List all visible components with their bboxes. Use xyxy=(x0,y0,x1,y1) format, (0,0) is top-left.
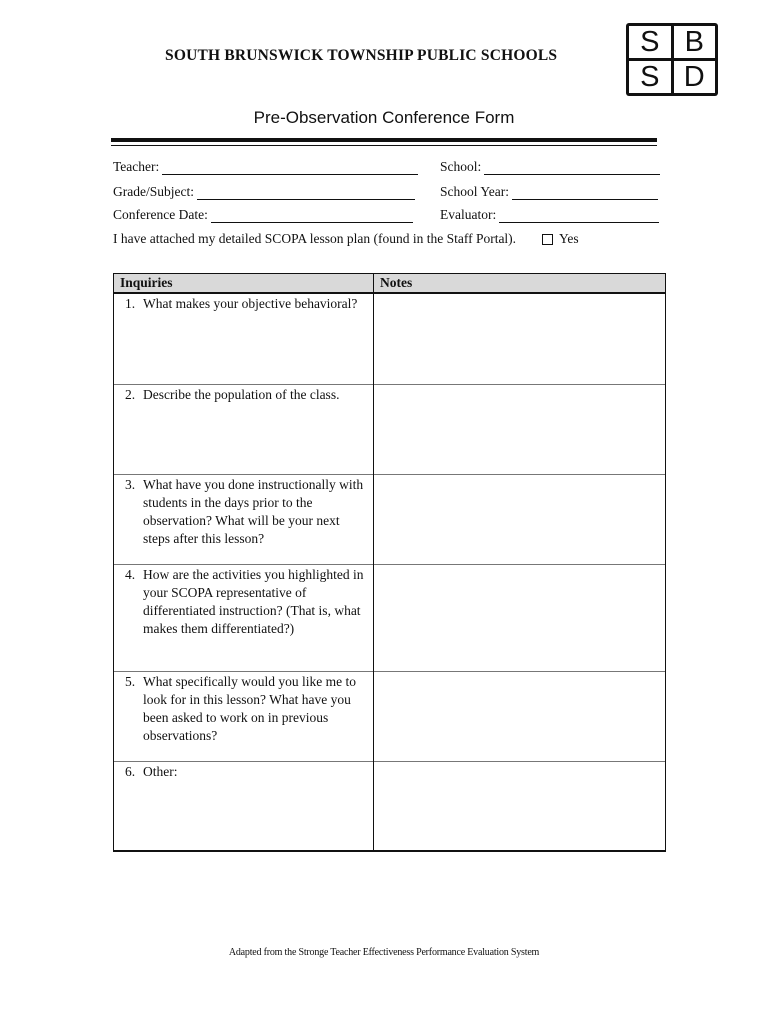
inquiry-cell xyxy=(114,384,374,474)
evaluator-field[interactable] xyxy=(440,207,659,223)
title-divider-thick xyxy=(111,138,657,142)
conference-date-input-line[interactable] xyxy=(211,210,413,223)
sbsd-logo xyxy=(626,23,718,96)
notes-cell[interactable] xyxy=(374,384,666,474)
teacher-input-line[interactable] xyxy=(162,162,418,175)
school-year-label: School Year: xyxy=(440,184,510,199)
inquiries-table xyxy=(113,273,666,852)
inquiry-number: 4. xyxy=(125,566,136,582)
school-label: School: xyxy=(440,159,482,174)
logo-letter: S xyxy=(629,26,671,58)
school-year-input-line[interactable] xyxy=(512,187,658,200)
inquiry-text: How are the activities you highlighted in your SCOPA representative of differentiated instruction? (That is, what makes them differentiated?) xyxy=(143,566,364,636)
inquiry-cell xyxy=(114,671,374,761)
inquiry-text: What makes your objective behavioral? xyxy=(143,296,358,311)
notes-cell[interactable] xyxy=(374,474,666,564)
inquiry-cell xyxy=(114,564,374,671)
logo-letter: D xyxy=(674,61,716,93)
inquiry-text: What specifically would you like me to look for in this lesson? What have you been asked to work on in previous observations? xyxy=(143,673,356,743)
grade-subject-input-line[interactable] xyxy=(197,187,415,200)
inquiries-header: Inquiries xyxy=(114,274,374,294)
inquiry-number: 3. xyxy=(125,476,136,492)
yes-checkbox[interactable] xyxy=(542,234,553,245)
notes-cell[interactable] xyxy=(374,564,666,671)
title-divider-thin xyxy=(111,145,657,146)
evaluator-label: Evaluator: xyxy=(440,207,497,222)
school-year-field[interactable] xyxy=(440,184,658,200)
footer-attribution: Adapted from the Stronge Teacher Effectiveness Performance Evaluation System xyxy=(228,947,540,958)
table-row xyxy=(114,564,666,671)
lesson-plan-statement: I have attached my detailed SCOPA lesson plan (found in the Staff Portal). xyxy=(113,231,517,246)
form-title: Pre-Observation Conference Form xyxy=(253,108,515,127)
inquiry-number: 5. xyxy=(125,673,136,689)
conference-date-field[interactable] xyxy=(113,207,413,223)
table-header-row xyxy=(114,274,666,294)
notes-cell[interactable] xyxy=(374,761,666,851)
school-field[interactable] xyxy=(440,159,660,175)
inquiry-cell xyxy=(114,474,374,564)
logo-letter: S xyxy=(629,61,671,93)
notes-cell[interactable] xyxy=(374,293,666,384)
inquiry-text: What have you done instructionally with students in the days prior to the observation? What will be your next steps after this lesson? xyxy=(143,476,364,546)
inquiry-cell xyxy=(114,293,374,384)
evaluator-input-line[interactable] xyxy=(499,210,659,223)
table-row xyxy=(114,474,666,564)
conference-date-label: Conference Date: xyxy=(113,207,208,222)
yes-checkbox-label: Yes xyxy=(559,231,579,246)
notes-cell[interactable] xyxy=(374,671,666,761)
table-row xyxy=(114,293,666,384)
logo-letter: B xyxy=(674,26,716,58)
inquiry-text: Other: xyxy=(143,763,178,779)
table-row xyxy=(114,671,666,761)
inquiry-number: 2. xyxy=(125,386,136,402)
inquiry-cell xyxy=(114,761,374,851)
school-input-line[interactable] xyxy=(484,162,660,175)
inquiry-text: Describe the population of the class. xyxy=(143,386,340,402)
grade-subject-field[interactable] xyxy=(113,184,415,200)
notes-header: Notes xyxy=(374,274,666,294)
table-row xyxy=(114,761,666,851)
grade-subject-label: Grade/Subject: xyxy=(113,184,194,199)
inquiry-number: 6. xyxy=(125,763,136,779)
district-name: SOUTH BRUNSWICK TOWNSHIP PUBLIC SCHOOLS xyxy=(165,47,558,64)
teacher-field[interactable] xyxy=(113,159,418,175)
teacher-label: Teacher: xyxy=(113,159,160,174)
lesson-plan-checkbox-group[interactable] xyxy=(542,231,579,247)
inquiry-number: 1. xyxy=(125,296,136,311)
table-row xyxy=(114,384,666,474)
